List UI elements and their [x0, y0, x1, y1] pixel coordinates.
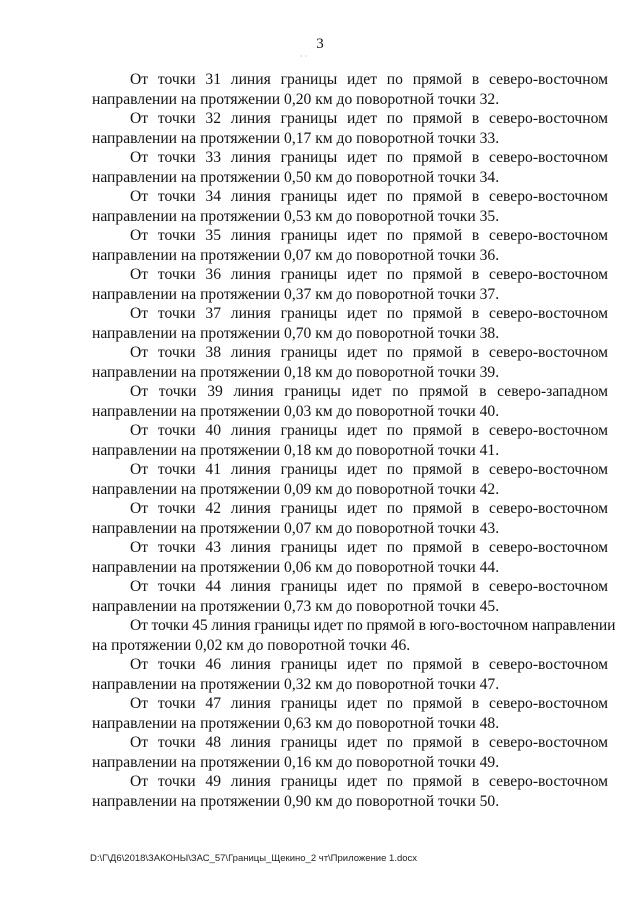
paragraph-word: От [130, 149, 149, 166]
paragraph-word: 33 [205, 149, 222, 166]
paragraph-word: 40 [205, 422, 222, 439]
paragraph-word: прямой [412, 344, 463, 361]
paragraph-word: по [386, 110, 403, 127]
paragraph-word: линия [230, 305, 271, 322]
paragraph-second-line: на протяжении 0,02 км до поворотной точки 46. [92, 636, 411, 654]
paragraph-word: идет [347, 539, 378, 556]
paragraph-word: прямой [412, 734, 463, 751]
boundary-paragraph [92, 304, 608, 343]
paragraph-word: точки [157, 500, 196, 517]
boundary-paragraph [92, 343, 608, 382]
paragraph-word: прямой [419, 383, 469, 400]
paragraph-word: От [130, 578, 149, 595]
paragraph-word: по [386, 734, 403, 751]
paragraph-word: северо-восточном [489, 734, 608, 751]
paragraph-word: идет [347, 695, 378, 712]
paragraph-word: точки [158, 383, 197, 400]
paragraph-word: линия [230, 188, 271, 205]
paragraph-second-line: направлении на протяжении 0,06 км до поворотной точки 44. [92, 558, 500, 576]
paragraph-word: линия [230, 344, 271, 361]
paragraph-word: От [130, 422, 149, 439]
paragraph-second-line: направлении на протяжении 0,53 км до поворотной точки 35. [92, 207, 500, 225]
paragraph-word: От [130, 500, 149, 517]
paragraph-word: идет [347, 500, 378, 517]
paragraph-word: по [386, 773, 403, 790]
boundary-paragraph [92, 265, 608, 304]
paragraph-word: идет [347, 305, 378, 322]
paragraph-word: северо-восточном [489, 305, 608, 322]
paragraph-word: точки [157, 149, 196, 166]
paragraph-word: От [130, 188, 149, 205]
paragraph-word: северо-восточном [489, 266, 608, 283]
paragraph-word: От [130, 71, 149, 88]
paragraph-word: границы [280, 266, 338, 283]
paragraph-word: точки [157, 344, 196, 361]
paragraph-word: точки [157, 110, 196, 127]
paragraph-word: прямой [412, 461, 463, 478]
paragraph-word: в [471, 305, 480, 322]
paragraph-word: границы [280, 71, 338, 88]
paragraph-word: От [130, 227, 149, 244]
paragraph-word: северо-восточном [489, 344, 608, 361]
paragraph-second-line: направлении на протяжении 0,18 км до поворотной точки 41. [92, 441, 500, 459]
paragraph-word: точки [157, 773, 196, 790]
paragraph-word: От [130, 110, 149, 127]
paragraph-word: в [471, 578, 480, 595]
paragraph-second-line: направлении на протяжении 0,09 км до поворотной точки 42. [92, 480, 500, 498]
document-body [92, 70, 616, 811]
paragraph-word: От [130, 383, 149, 400]
paragraph-word: линия [230, 656, 271, 673]
paragraph-word: точки [157, 461, 196, 478]
paragraph-word: в [479, 383, 487, 400]
paragraph-word: идет [347, 149, 378, 166]
file-path-footer: D:\Г\Д6\2018\ЗАКОНЫ\ЗАС_57\Границы_Щекино_2 чт\Приложение 1.docx [90, 853, 418, 864]
paragraph-word: в [471, 71, 480, 88]
paragraph-first-line: От точки 45 линия границы идет по прямой в юго-восточном направлении [130, 617, 616, 634]
paragraph-word: линия [230, 422, 271, 439]
paragraph-word: идет [347, 188, 378, 205]
paragraph-word: по [386, 422, 403, 439]
paragraph-word: 32 [205, 110, 222, 127]
paragraph-second-line: направлении на протяжении 0,90 км до поворотной точки 50. [92, 792, 500, 810]
paragraph-word: точки [157, 188, 196, 205]
paragraph-word: в [471, 734, 480, 751]
paragraph-word: северо-восточном [489, 110, 608, 127]
paragraph-word: идет [347, 71, 378, 88]
paragraph-word: прямой [412, 539, 463, 556]
paragraph-word: точки [157, 695, 196, 712]
paragraph-word: точки [157, 656, 196, 673]
paragraph-second-line: направлении на протяжении 0,17 км до поворотной точки 33. [92, 129, 500, 147]
paragraph-word: От [130, 539, 149, 556]
paragraph-word: границы [280, 188, 338, 205]
paragraph-word: по [386, 305, 403, 322]
paragraph-word: 35 [205, 227, 222, 244]
scan-speck: · · [300, 52, 308, 61]
boundary-paragraph [92, 382, 608, 421]
paragraph-word: линия [230, 773, 271, 790]
paragraph-word: 39 [207, 383, 223, 400]
paragraph-word: по [386, 578, 403, 595]
paragraph-word: по [386, 149, 403, 166]
paragraph-word: по [386, 344, 403, 361]
paragraph-word: точки [157, 539, 196, 556]
paragraph-word: границы [280, 422, 338, 439]
paragraph-word: прямой [412, 422, 463, 439]
paragraph-word: по [386, 656, 403, 673]
paragraph-word: идет [347, 344, 378, 361]
paragraph-word: линия [230, 266, 271, 283]
paragraph-word: границы [280, 149, 338, 166]
paragraph-word: точки [157, 227, 196, 244]
paragraph-word: точки [157, 734, 196, 751]
paragraph-word: границы [280, 344, 338, 361]
paragraph-word: в [471, 773, 480, 790]
paragraph-word: 48 [205, 734, 222, 751]
paragraph-word: северо-восточном [489, 461, 608, 478]
boundary-paragraph [92, 499, 608, 538]
paragraph-word: От [130, 344, 149, 361]
paragraph-word: точки [157, 71, 196, 88]
paragraph-word: линия [230, 578, 271, 595]
paragraph-word: прямой [412, 656, 463, 673]
page-number: 3 [316, 36, 324, 52]
paragraph-word: границы [280, 461, 338, 478]
paragraph-word: идет [347, 578, 378, 595]
paragraph-word: линия [230, 539, 271, 556]
boundary-paragraph [92, 577, 608, 616]
paragraph-word: точки [157, 578, 196, 595]
paragraph-word: линия [233, 383, 274, 400]
boundary-paragraph [92, 460, 608, 499]
paragraph-word: северо-восточном [489, 539, 608, 556]
paragraph-word: линия [230, 695, 271, 712]
paragraph-word: точки [157, 422, 196, 439]
paragraph-word: прямой [412, 773, 463, 790]
paragraph-second-line: направлении на протяжении 0,16 км до поворотной точки 49. [92, 753, 500, 771]
paragraph-word: От [130, 656, 149, 673]
boundary-paragraph [92, 655, 608, 694]
boundary-paragraph [92, 772, 608, 811]
paragraph-word: 44 [205, 578, 222, 595]
paragraph-word: 47 [205, 695, 222, 712]
paragraph-word: границы [280, 227, 338, 244]
paragraph-word: От [130, 305, 149, 322]
paragraph-word: по [386, 227, 403, 244]
paragraph-word: прямой [412, 578, 463, 595]
paragraph-word: границы [280, 578, 338, 595]
boundary-paragraph [92, 70, 608, 109]
paragraph-word: в [471, 500, 480, 517]
paragraph-word: в [471, 266, 480, 283]
paragraph-word: точки [157, 266, 196, 283]
paragraph-word: северо-восточном [489, 71, 608, 88]
paragraph-word: северо-западном [497, 383, 608, 400]
paragraph-word: границы [280, 695, 338, 712]
paragraph-word: 31 [205, 71, 222, 88]
paragraph-word: по [386, 188, 403, 205]
paragraph-word: в [471, 422, 480, 439]
paragraph-word: идет [351, 383, 382, 400]
paragraph-word: идет [347, 266, 378, 283]
boundary-paragraph [92, 109, 608, 148]
paragraph-word: прямой [412, 695, 463, 712]
paragraph-word: северо-восточном [489, 578, 608, 595]
paragraph-word: прямой [412, 110, 463, 127]
paragraph-word: идет [347, 461, 378, 478]
paragraph-word: по [386, 71, 403, 88]
paragraph-word: в [471, 539, 480, 556]
paragraph-word: по [386, 266, 403, 283]
paragraph-word: северо-восточном [489, 695, 608, 712]
paragraph-word: линия [230, 734, 271, 751]
paragraph-word: 49 [205, 773, 222, 790]
paragraph-word: границы [280, 773, 338, 790]
boundary-paragraph [92, 421, 608, 460]
paragraph-word: границы [280, 500, 338, 517]
paragraph-word: идет [347, 656, 378, 673]
paragraph-word: границы [280, 734, 338, 751]
paragraph-word: по [386, 539, 403, 556]
boundary-paragraph [92, 616, 616, 655]
paragraph-word: по [386, 461, 403, 478]
paragraph-word: северо-восточном [489, 500, 608, 517]
paragraph-second-line: направлении на протяжении 0,73 км до поворотной точки 45. [92, 597, 500, 615]
paragraph-word: северо-восточном [489, 188, 608, 205]
paragraph-word: прямой [412, 266, 463, 283]
paragraph-word: северо-восточном [489, 422, 608, 439]
paragraph-word: 38 [205, 344, 222, 361]
paragraph-second-line: направлении на протяжении 0,20 км до поворотной точки 32. [92, 90, 500, 108]
paragraph-word: идет [347, 422, 378, 439]
paragraph-word: границы [280, 539, 338, 556]
paragraph-word: границы [280, 656, 338, 673]
paragraph-word: точки [157, 305, 196, 322]
paragraph-word: границы [284, 383, 341, 400]
paragraph-word: От [130, 773, 149, 790]
paragraph-word: От [130, 461, 149, 478]
paragraph-word: идет [347, 227, 378, 244]
boundary-paragraph [92, 148, 608, 187]
paragraph-word: идет [347, 110, 378, 127]
paragraph-second-line: направлении на протяжении 0,70 км до поворотной точки 38. [92, 324, 500, 342]
paragraph-word: прямой [412, 71, 463, 88]
paragraph-word: в [471, 149, 480, 166]
paragraph-word: границы [280, 110, 338, 127]
paragraph-word: в [471, 656, 480, 673]
paragraph-second-line: направлении на протяжении 0,32 км до поворотной точки 47. [92, 675, 500, 693]
paragraph-word: идет [347, 734, 378, 751]
paragraph-word: прямой [412, 500, 463, 517]
paragraph-word: в [471, 227, 480, 244]
boundary-paragraph [92, 733, 608, 772]
paragraph-second-line: направлении на протяжении 0,07 км до поворотной точки 36. [92, 246, 500, 264]
paragraph-word: по [386, 695, 403, 712]
paragraph-word: От [130, 734, 149, 751]
paragraph-word: линия [230, 71, 271, 88]
boundary-paragraph [92, 694, 608, 733]
paragraph-second-line: направлении на протяжении 0,63 км до поворотной точки 48. [92, 714, 500, 732]
paragraph-word: идет [347, 773, 378, 790]
paragraph-word: северо-восточном [489, 773, 608, 790]
paragraph-word: 46 [205, 656, 222, 673]
paragraph-word: по [392, 383, 409, 400]
paragraph-second-line: направлении на протяжении 0,37 км до поворотной точки 37. [92, 285, 500, 303]
paragraph-second-line: направлении на протяжении 0,50 км до поворотной точки 34. [92, 168, 500, 186]
paragraph-word: 42 [205, 500, 222, 517]
paragraph-word: по [386, 500, 403, 517]
paragraph-word: прямой [412, 188, 463, 205]
paragraph-word: линия [230, 461, 271, 478]
paragraph-word: 36 [205, 266, 222, 283]
paragraph-word: в [471, 344, 480, 361]
paragraph-second-line: направлении на протяжении 0,07 км до поворотной точки 43. [92, 519, 500, 537]
paragraph-second-line: направлении на протяжении 0,18 км до поворотной точки 39. [92, 363, 500, 381]
paragraph-word: 37 [205, 305, 222, 322]
paragraph-word: линия [230, 149, 271, 166]
paragraph-word: прямой [412, 305, 463, 322]
paragraph-word: в [471, 461, 480, 478]
paragraph-word: 43 [205, 539, 222, 556]
paragraph-second-line: направлении на протяжении 0,03 км до поворотной точки 40. [92, 402, 500, 420]
paragraph-word: границы [280, 305, 338, 322]
paragraph-word: линия [230, 110, 271, 127]
boundary-paragraph [92, 538, 608, 577]
paragraph-word: северо-восточном [489, 149, 608, 166]
boundary-paragraph [92, 226, 608, 265]
paragraph-word: северо-восточном [489, 656, 608, 673]
paragraph-word: От [130, 266, 149, 283]
paragraph-word: линия [230, 227, 271, 244]
paragraph-word: прямой [412, 227, 463, 244]
boundary-paragraph [92, 187, 608, 226]
paragraph-word: линия [230, 500, 271, 517]
paragraph-word: в [471, 695, 480, 712]
paragraph-word: прямой [412, 149, 463, 166]
paragraph-word: в [471, 188, 480, 205]
paragraph-word: От [130, 695, 149, 712]
paragraph-word: в [471, 110, 480, 127]
paragraph-word: 34 [205, 188, 222, 205]
paragraph-word: 41 [205, 461, 222, 478]
paragraph-word: северо-восточном [489, 227, 608, 244]
